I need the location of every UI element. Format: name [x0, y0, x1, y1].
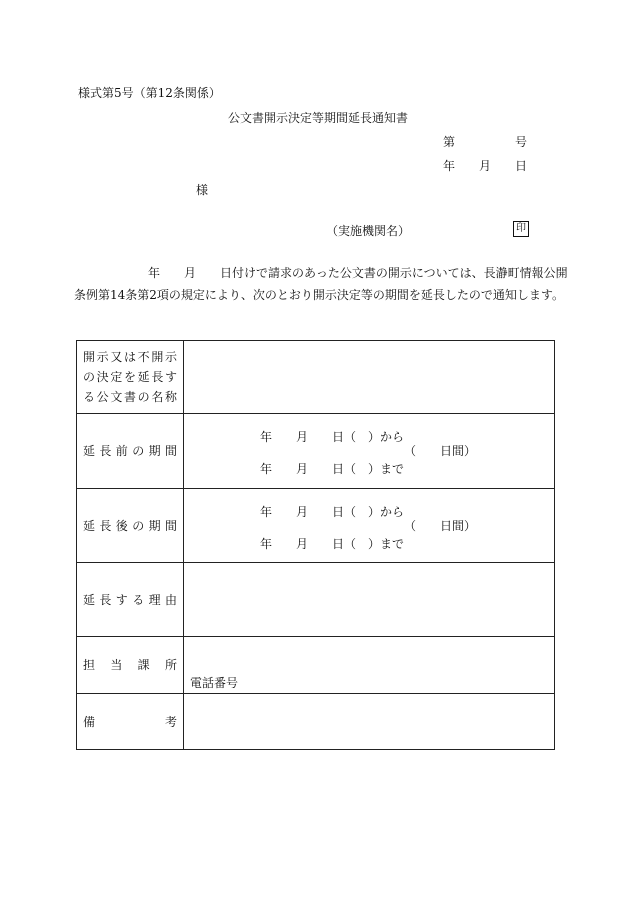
date-day: 日 — [515, 159, 528, 173]
from-day: 日（ ）から — [332, 430, 405, 444]
from-year: 年 — [260, 430, 273, 444]
label-cell — [77, 341, 184, 414]
remarks-field[interactable] — [184, 694, 555, 750]
period-before-field[interactable] — [184, 414, 555, 489]
days-count: （ 日間） — [404, 444, 477, 458]
to-year: 年 — [260, 462, 273, 476]
label-period-after: 延長後の期間 — [83, 518, 177, 533]
label-cell — [77, 489, 184, 563]
doc-number-prefix: 第 — [443, 135, 456, 149]
row-remarks — [77, 694, 555, 750]
to-month: 月 — [296, 462, 309, 476]
label-period-before: 延長前の期間 — [83, 444, 177, 458]
period-after-field[interactable] — [184, 489, 555, 563]
body-year: 年 — [148, 266, 161, 280]
institution-name-label: （実施機関名） — [326, 224, 411, 238]
seal-mark: 印 — [513, 221, 529, 237]
document-title: 公文書開示決定等期間延長通知書 — [228, 111, 409, 125]
from-year: 年 — [260, 505, 273, 519]
doc-number-suffix: 号 — [515, 135, 528, 149]
row-period-after — [77, 489, 555, 563]
to-day: 日（ ）まで — [332, 537, 405, 551]
to-month: 月 — [296, 537, 309, 551]
label-cell — [77, 637, 184, 694]
row-department — [77, 637, 555, 694]
form-table — [76, 340, 555, 750]
label-remarks: 備考 — [83, 714, 177, 729]
label-cell — [77, 694, 184, 750]
date-month: 月 — [479, 159, 492, 173]
label-department: 担当課所 — [83, 658, 177, 672]
label-cell — [77, 414, 184, 489]
row-reason — [77, 563, 555, 637]
label-line: 開示又は不開示 — [83, 350, 177, 364]
body-text: 日付けで請求のあった公文書の開示については、長瀞町情報公開条例第14条第2項の規定により、次のとおり開示決定等の期間を延長したので通知します。 — [74, 266, 568, 302]
row-document-name — [77, 341, 555, 414]
to-year: 年 — [260, 537, 273, 551]
phone-number-label: 電話番号 — [190, 676, 239, 690]
body-month: 月 — [184, 266, 197, 280]
from-month: 月 — [296, 505, 309, 519]
from-day: 日（ ）から — [332, 505, 405, 519]
label-reason: 延長する理由 — [83, 592, 177, 607]
label-cell — [77, 563, 184, 637]
to-day: 日（ ）まで — [332, 462, 405, 476]
row-period-before — [77, 414, 555, 489]
date-year: 年 — [443, 159, 456, 173]
from-month: 月 — [296, 430, 309, 444]
form-number: 様式第5号（第12条関係） — [78, 86, 221, 100]
label-line: る公文書の名称 — [83, 390, 177, 404]
body-paragraph — [74, 262, 569, 306]
addressee-suffix: 様 — [196, 183, 209, 197]
document-name-field[interactable] — [184, 341, 555, 414]
label-line: の決定を延長す — [83, 370, 177, 384]
reason-field[interactable] — [184, 563, 555, 637]
days-count: （ 日間） — [404, 519, 477, 533]
department-field[interactable] — [184, 637, 555, 694]
